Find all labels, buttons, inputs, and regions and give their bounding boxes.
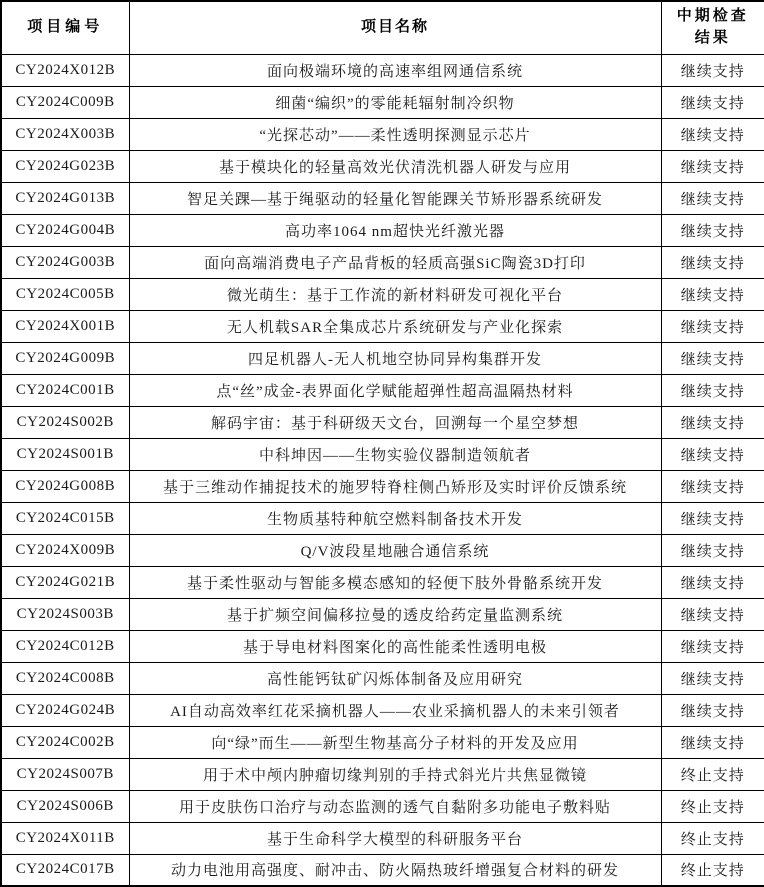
project-name-cell: Q/V波段星地融合通信系统: [129, 534, 661, 566]
project-name-cell: “光探芯动”——柔性透明探测显示芯片: [129, 118, 661, 150]
col-header-project-id: 项目编号: [1, 1, 129, 54]
project-name-cell: 解码宇宙：基于科研级天文台，回溯每一个星空梦想: [129, 406, 661, 438]
project-id-cell: CY2024C001B: [1, 374, 129, 406]
project-id-cell: CY2024G008B: [1, 470, 129, 502]
project-name-cell: 面向极端环境的高速率组网通信系统: [129, 54, 661, 86]
result-cell: 继续支持: [661, 182, 764, 214]
table-row: [1, 662, 764, 694]
header-row: [1, 1, 764, 54]
table-row: [1, 54, 764, 86]
result-cell: 继续支持: [661, 502, 764, 534]
project-id-cell: CY2024C002B: [1, 726, 129, 758]
col-header-midterm-result: 中期检查结果: [661, 1, 764, 54]
table-row: [1, 758, 764, 790]
table-row: [1, 342, 764, 374]
project-name-cell: 基于导电材料图案化的高性能柔性透明电极: [129, 630, 661, 662]
result-cell: 继续支持: [661, 566, 764, 598]
project-name-cell: 无人机载SAR全集成芯片系统研发与产业化探索: [129, 310, 661, 342]
project-id-cell: CY2024X012B: [1, 54, 129, 86]
result-cell: 继续支持: [661, 534, 764, 566]
result-cell: 继续支持: [661, 54, 764, 86]
result-cell: 继续支持: [661, 86, 764, 118]
project-id-cell: CY2024C005B: [1, 278, 129, 310]
result-cell: 继续支持: [661, 662, 764, 694]
table-row: [1, 630, 764, 662]
table-row: [1, 214, 764, 246]
project-id-cell: CY2024G013B: [1, 182, 129, 214]
result-cell: 继续支持: [661, 310, 764, 342]
project-name-cell: 基于生命科学大模型的科研服务平台: [129, 822, 661, 854]
project-id-cell: CY2024X001B: [1, 310, 129, 342]
table-row: [1, 278, 764, 310]
result-cell: 继续支持: [661, 438, 764, 470]
table-row: [1, 502, 764, 534]
project-name-cell: 基于扩频空间偏移拉曼的透皮给药定量监测系统: [129, 598, 661, 630]
result-cell: 继续支持: [661, 406, 764, 438]
result-cell: 终止支持: [661, 854, 764, 886]
project-name-cell: 向“绿”而生——新型生物基高分子材料的开发及应用: [129, 726, 661, 758]
table-row: [1, 790, 764, 822]
result-cell: 终止支持: [661, 758, 764, 790]
result-cell: 继续支持: [661, 694, 764, 726]
project-name-cell: 细菌“编织”的零能耗辐射制冷织物: [129, 86, 661, 118]
project-id-cell: CY2024X011B: [1, 822, 129, 854]
project-name-cell: 四足机器人-无人机地空协同异构集群开发: [129, 342, 661, 374]
project-name-cell: 用于术中颅内肿瘤切缘判别的手持式斜光片共焦显微镜: [129, 758, 661, 790]
result-cell: 继续支持: [661, 246, 764, 278]
project-name-cell: 基于三维动作捕捉技术的施罗特脊柱侧凸矫形及实时评价反馈系统: [129, 470, 661, 502]
result-cell: 终止支持: [661, 790, 764, 822]
table-body: [1, 54, 764, 886]
project-id-cell: CY2024X003B: [1, 118, 129, 150]
table-row: [1, 534, 764, 566]
table-row: [1, 182, 764, 214]
project-id-cell: CY2024S001B: [1, 438, 129, 470]
project-id-cell: CY2024G024B: [1, 694, 129, 726]
table-row: [1, 86, 764, 118]
project-name-cell: 智足关踝—基于绳驱动的轻量化智能踝关节矫形器系统研发: [129, 182, 661, 214]
result-cell: 继续支持: [661, 374, 764, 406]
result-cell: 继续支持: [661, 342, 764, 374]
table-row: [1, 150, 764, 182]
project-id-cell: CY2024G009B: [1, 342, 129, 374]
project-name-cell: 点“丝”成金-表界面化学赋能超弹性超高温隔热材料: [129, 374, 661, 406]
table-row: [1, 118, 764, 150]
table-row: [1, 310, 764, 342]
result-cell: 继续支持: [661, 470, 764, 502]
table-row: [1, 438, 764, 470]
table-row: [1, 470, 764, 502]
table-row: [1, 694, 764, 726]
project-id-cell: CY2024C008B: [1, 662, 129, 694]
result-cell: 继续支持: [661, 118, 764, 150]
project-id-cell: CY2024C012B: [1, 630, 129, 662]
project-name-cell: 基于柔性驱动与智能多模态感知的轻便下肢外骨骼系统开发: [129, 566, 661, 598]
project-id-cell: CY2024C017B: [1, 854, 129, 886]
result-cell: 终止支持: [661, 822, 764, 854]
project-id-cell: CY2024S006B: [1, 790, 129, 822]
col-header-project-name: 项目名称: [129, 1, 661, 54]
result-cell: 继续支持: [661, 214, 764, 246]
table-row: [1, 598, 764, 630]
project-id-cell: CY2024G004B: [1, 214, 129, 246]
project-id-cell: CY2024C009B: [1, 86, 129, 118]
table-row: [1, 374, 764, 406]
project-name-cell: AI自动高效率红花采摘机器人——农业采摘机器人的未来引领者: [129, 694, 661, 726]
project-name-cell: 面向高端消费电子产品背板的轻质高强SiC陶瓷3D打印: [129, 246, 661, 278]
project-name-cell: 动力电池用高强度、耐冲击、防火隔热玻纤增强复合材料的研发: [129, 854, 661, 886]
result-cell: 继续支持: [661, 598, 764, 630]
project-id-cell: CY2024C015B: [1, 502, 129, 534]
result-cell: 继续支持: [661, 150, 764, 182]
table-row: [1, 822, 764, 854]
project-id-cell: CY2024G003B: [1, 246, 129, 278]
table-row: [1, 566, 764, 598]
table-row: [1, 406, 764, 438]
project-id-cell: CY2024S007B: [1, 758, 129, 790]
result-cell: 继续支持: [661, 726, 764, 758]
project-name-cell: 高性能钙钛矿闪烁体制备及应用研究: [129, 662, 661, 694]
table-row: [1, 726, 764, 758]
result-cell: 继续支持: [661, 630, 764, 662]
project-id-cell: CY2024G023B: [1, 150, 129, 182]
project-id-cell: CY2024X009B: [1, 534, 129, 566]
project-name-cell: 基于模块化的轻量高效光伏清洗机器人研发与应用: [129, 150, 661, 182]
project-id-cell: CY2024S003B: [1, 598, 129, 630]
project-name-cell: 微光萌生：基于工作流的新材料研发可视化平台: [129, 278, 661, 310]
project-id-cell: CY2024G021B: [1, 566, 129, 598]
project-name-cell: 高功率1064 nm超快光纤激光器: [129, 214, 661, 246]
project-name-cell: 生物质基特种航空燃料制备技术开发: [129, 502, 661, 534]
project-id-cell: CY2024S002B: [1, 406, 129, 438]
table-row: [1, 854, 764, 886]
table-row: [1, 246, 764, 278]
project-name-cell: 中科坤因——生物实验仪器制造领航者: [129, 438, 661, 470]
project-name-cell: 用于皮肤伤口治疗与动态监测的透气自黏附多功能电子敷料贴: [129, 790, 661, 822]
result-cell: 继续支持: [661, 278, 764, 310]
table-header: [1, 1, 764, 54]
